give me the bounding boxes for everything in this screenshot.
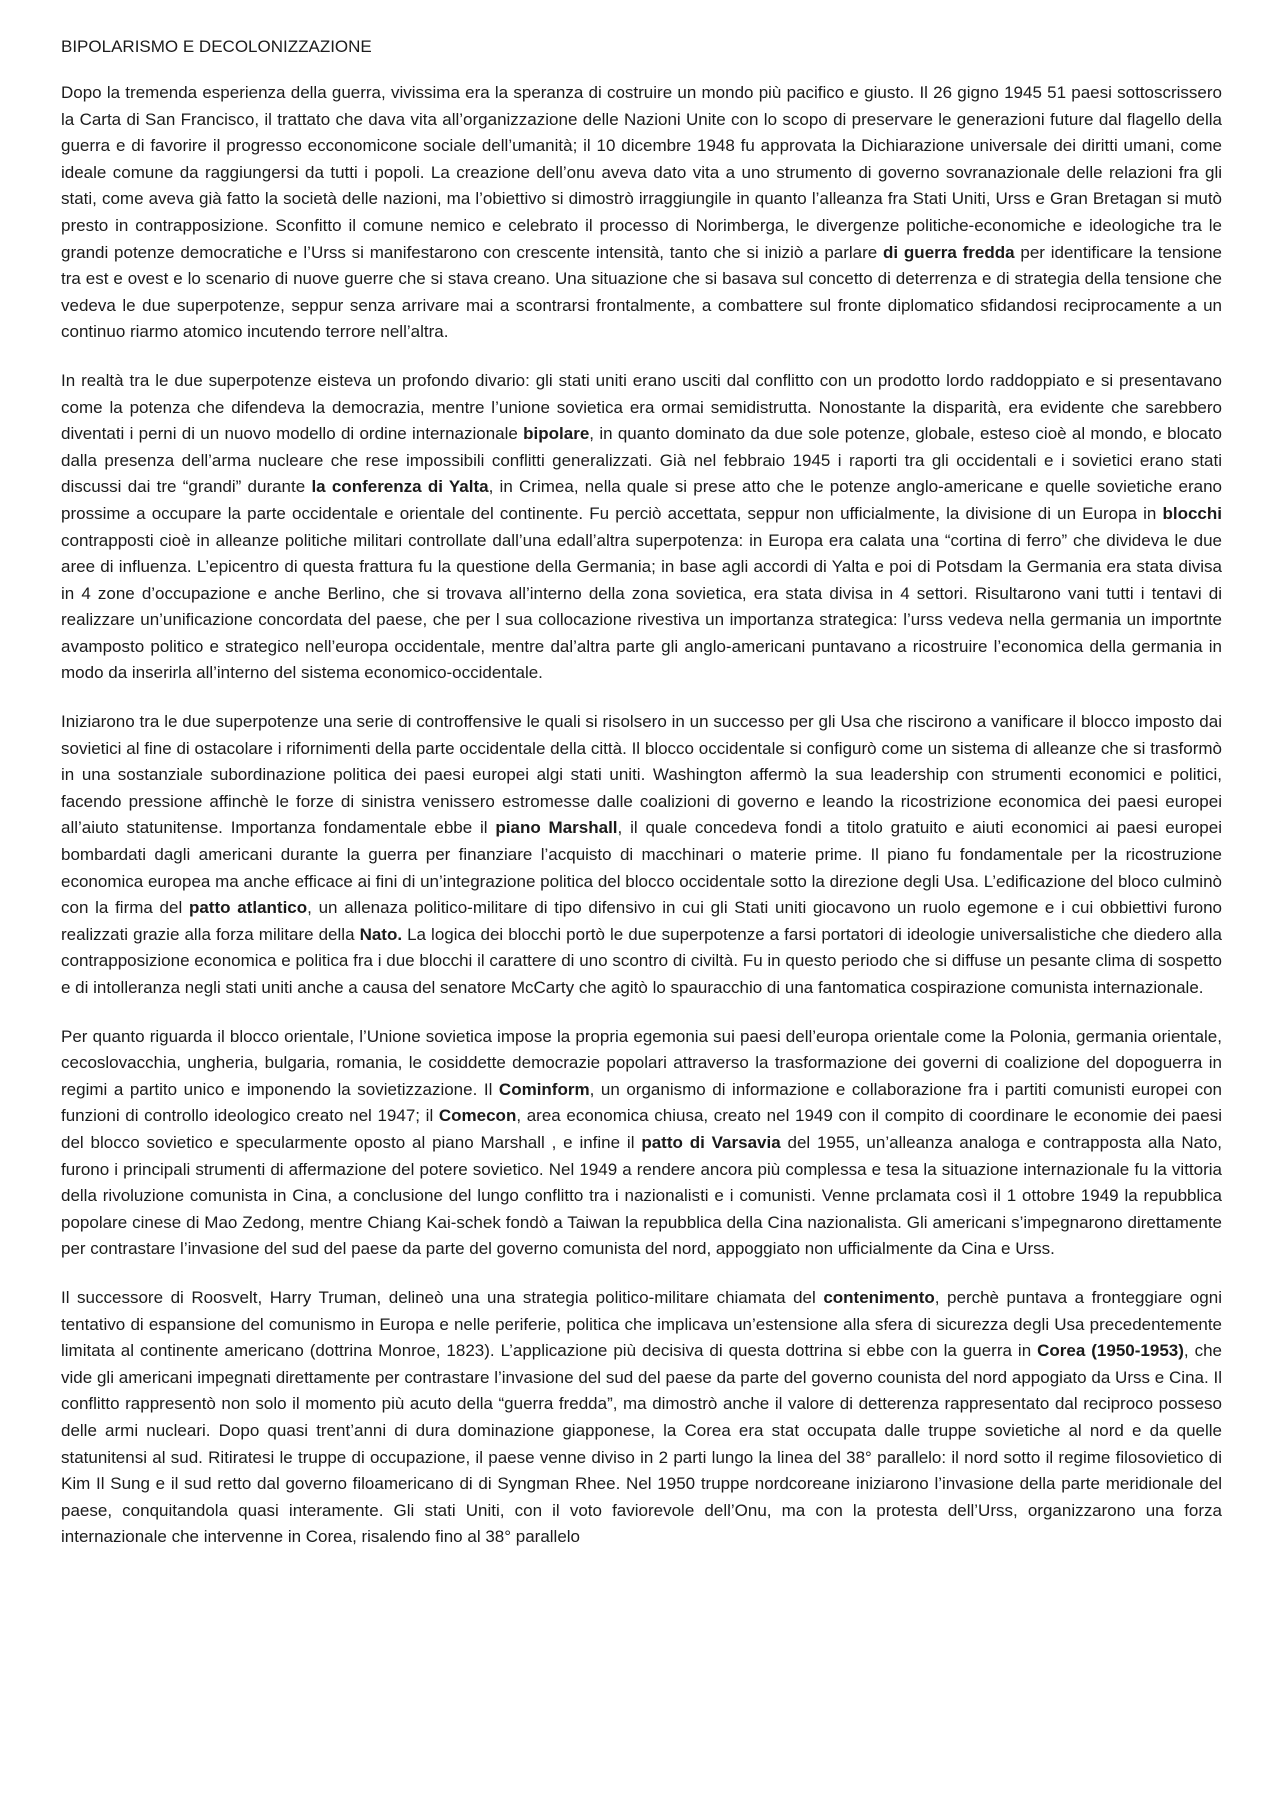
text-run: La logica dei blocchi portò le due superpotenze a farsi portatori di ideologie universalistiche che diedero alla contrapposizione economica e politica fra i due blocchi il carattere di uno scontro di civiltà. Fu in questo periodo che si diffuse un pesante clima di sospetto e di intolleranza negli stati uniti anche a causa del senatore McCarty che agitò lo spauracchio di una fantomatica cospirazione comunista internazionale. <box>61 924 1222 997</box>
text-run: , un allenaza politico-militare di tipo difensivo in cui gli Stati uniti giocavono un ruolo egemone e i cui obbiettivi furono realizzati grazie alla forza militare della <box>61 898 1223 944</box>
bold-term: patto atlantico <box>188 898 308 918</box>
paragraph <box>61 80 1222 346</box>
text-run: per identificare la tensione tra est e ovest e lo scenario di nuove guerre che si stava creano. Una situazione che si basava sul concetto di deterrenza e di strategia della tensione che vedeva le due superpotenze, seppur senza arrivare mai a scontrarsi frontalmente, a combattere sul fronte diplomatico sfidandosi reciprocamente a un continuo riarmo atomico incutendo terrore nell’altra. <box>61 242 1222 342</box>
text-run: , in Crimea, nella quale si prese atto che le potenze anglo-americane e quelle sovietiche erano prossime a occupare la parte occidentale e orientale del continente. Fu perciò accettata, seppur non ufficialmente, la divisione di un Europa in <box>61 477 1223 523</box>
text-run: , il quale concedeva fondi a titolo gratuito e aiuti economici ai paesi europei bombardati dagli americani durante la guerra per finanziare l’acquisto di macchinari o materie prime. Il piano fu fondamentale per la ricostruzione economica europea ma anche efficace ai fini di un’integrazione politica del blocco occidentale sotto la direzione degli Usa. L’edificazione del bloco culminò con la firma del <box>61 818 1222 918</box>
text-run: Dopo la tremenda esperienza della guerra, vivissima era la speranza di costruire un mondo più pacifico e giusto. Il 26 gigno 1945 51 paesi sottoscrissero la Carta di San Francisco, il trattato che dava vita all’organizzazione delle Nazioni Unite con lo scopo di preservare le generazioni future dal flagello della guerra e di favorire il progresso ecconomicone sociale dell’umanità; il 10 dicembre 1948 fu approvata la Dichiarazione universale dei diritti umani, come ideale comune da raggiungersi da tutti i popoli. La creazione dell’onu aveva dato vita a uno strumento di governo sovranazionale delle relazioni fra gli stati, come aveva già fatto la società delle nazioni, ma l’obiettivo si dimostrò irraggiungile in quanto l’alleanza fra Stati Uniti, Urss e Gran Bretagan si mutò presto in contrapposizione. Sconfitto il comune nemico e celebrato il processo di Norimberga, le divergenze politiche-economiche e ideologiche tra le grandi potenze democratiche e l’Urss si manifestarono con crescente intensità, tanto che si iniziò a parlare <box>61 83 1222 262</box>
text-run: del 1955, un’alleanza analoga e contrapposta alla Nato, furono i principali strumenti di affermazione del potere sovietico. Nel 1949 a rendere ancora più complessa e tesa la situazione internazionale fu la vittoria della rivoluzione comunista in Cina, a conclusione del lungo conflitto tra i nazionalisti e i comunisti. Venne prclamata così il 1 ottobre 1949 la repubblica popolare cinese di Mao Zedong, mentre Chiang Kai-schek fondò a Taiwan la repubblica della Cina nazionalista. Gli americani s’impegnarono direttamente per contrastare l’invasione del sud del paese da parte del governo comunista del nord, appoggiato non ufficialmente da Cina e Urss. <box>61 1132 1222 1259</box>
text-run: , che vide gli americani impegnati direttamente per contrastare l’invasione del sud del paese da parte del governo counista del nord appogiato da Urss e Cina. Il conflitto rappresentò non solo il momento più acuto della “guerra fredda”, ma dimostrò anche il valore di detterenza rappresentato dal reciproco posseso delle armi nucleari. Dopo quasi trent’anni di dura dominazione giapponese, la Corea era stat occupata dalle truppe sovietiche al nord e da quelle statunitensi al sud. Ritiratesi le truppe di occupazione, il paese venne diviso in 2 parti lungo la linea del 38° parallelo: il nord sotto il regime filosovietico di Kim Il Sung e il sud retto dal governo filoamericano di di Syngman Rhee. Nel 1950 truppe nordcoreane iniziarono l’invasione della parte meridionale del paese, conquitandola quasi interamente. Gli stati Uniti, con il voto faviorevole dell’Onu, ma con la protesta dell’Urss, organizzarono una forza internazionale che intervenne in Corea, risalendo fino al 38° parallelo <box>61 1341 1223 1547</box>
bold-term: di guerra fredda <box>883 242 1015 262</box>
document-body <box>61 80 1222 1551</box>
bold-term: Comecon <box>438 1106 517 1126</box>
bold-term: la conferenza di Yalta <box>311 477 489 497</box>
bold-term: Corea (1950-1953) <box>1037 1341 1184 1361</box>
text-run: , un organismo di informazione e collaborazione fra i partiti comunisti europei con funzioni di controllo ideologico creato nel 1947; il <box>61 1079 1222 1126</box>
text-run: Iniziarono tra le due superpotenze una serie di controffensive le quali si risolsero in un successo per gli Usa che riscirono a vanificare il blocco imposto dai sovietici al fine di ostacolare i rifornimenti della parte occidentale della città. Il blocco occidentale si configurò come un sistema di alleanze che si trasformò in una sostanziale subordinazione politica dei paesi europei algi stati uniti. Washington affermò la sua leadership con strumenti economici e politici, facendo pressione affinchè le forze di sinistra venissero estromesse dalle coalizioni di governo e leando la ricostrizione economica dei paesi europei all’aiuto statunitense. Importanza fondamentale ebbe il <box>61 712 1222 838</box>
paragraph <box>61 1285 1222 1551</box>
text-run: , perchè puntava a fronteggiare ogni tentativo di espansione del comunismo in Europa e nelle periferie, politica che implicava un’estensione alla sfera di sicurezza degli Usa precedentemente limitata al continente americano (dottrina Monroe, 1823). L’applicazione più decisiva di questa dottrina si ebbe con la guerra in <box>61 1287 1222 1361</box>
bold-term: patto di Varsavia <box>641 1132 781 1152</box>
text-run: , in quanto dominato da due sole potenze, globale, esteso cioè al mondo, e blocato dalla presenza dell’arma nucleare che rese impossibili conflitti generalizzati. Già nel febbraio 1945 i raporti tra gli occidentali e i sovietici erano stati discussi dai tre “grandi” durante <box>61 424 1222 497</box>
bold-term: Cominform <box>498 1079 590 1099</box>
paragraph <box>61 368 1222 687</box>
bold-term: Nato. <box>359 924 403 944</box>
text-run: Il successore di Roosvelt, Harry Truman, delineò una una strategia politico-militare chiamata del <box>61 1287 824 1307</box>
bold-term: piano Marshall <box>495 818 618 838</box>
bold-term: contenimento <box>823 1287 935 1307</box>
text-run: contrapposti cioè in alleanze politiche militari controllate dall’una edall’altra superpotenza: in Europa era calata una “cortina di ferro” che divideva le due aree di influenza. L’epicentro di questa frattura fu la questione della Germania; in base agli accordi di Yalta e poi di Potsdam la Germania era stata divisa in 4 zone d’occupazione e anche Berlino, che si trovava all’interno della zona sovietica, era stata divisa in 4 settori. Risultarono vani tutti i tentavi di realizzare un’unificazione concordata del paese, che per l sua collocazione rivestiva un importanza strategica: l’urss vedeva nella germania un importnte avamposto politico e strategico nell’europa occidentale, mentre dal’altra parte gli anglo-americani puntavano a ricostruire l’economica della germania in modo da inserirla all’interno del sistema economico-occidentale. <box>61 530 1222 683</box>
text-run: , area economica chiusa, creato nel 1949 con il compito di coordinare le economie dei paesi del blocco sovietico e specularmente oposto al piano Marshall , e infine il <box>61 1106 1222 1152</box>
document-title: BIPOLARISMO E DECOLONIZZAZIONE <box>61 37 372 56</box>
bold-term: bipolare <box>523 424 590 444</box>
text-run: In realtà tra le due superpotenze eisteva un profondo divario: gli stati uniti erano usciti dal conflitto con un prodotto lordo raddoppiato e si presentavano come la potenza che difendeva la democrazia, mentre l’unione sovietica era ormai semidistrutta. Nonostante la disparità, era evidente che sarebbero diventati i perni di un nuovo modello di ordine internazionale <box>61 370 1222 444</box>
text-run: Per quanto riguarda il blocco orientale, l’Unione sovietica impose la propria egemonia sui paesi dell’europa orientale come la Polonia, germania orientale, cecoslovacchia, ungheria, bulgaria, romania, le cosiddette democrazie popolari attraverso la trasformazione dei governi di coalizione del dopoguerra in regimi a partito unico e imponendo la sovietizzazione. Il <box>61 1026 1222 1099</box>
bold-term: blocchi <box>1162 503 1222 523</box>
paragraph <box>61 1024 1222 1263</box>
paragraph <box>61 709 1222 1002</box>
